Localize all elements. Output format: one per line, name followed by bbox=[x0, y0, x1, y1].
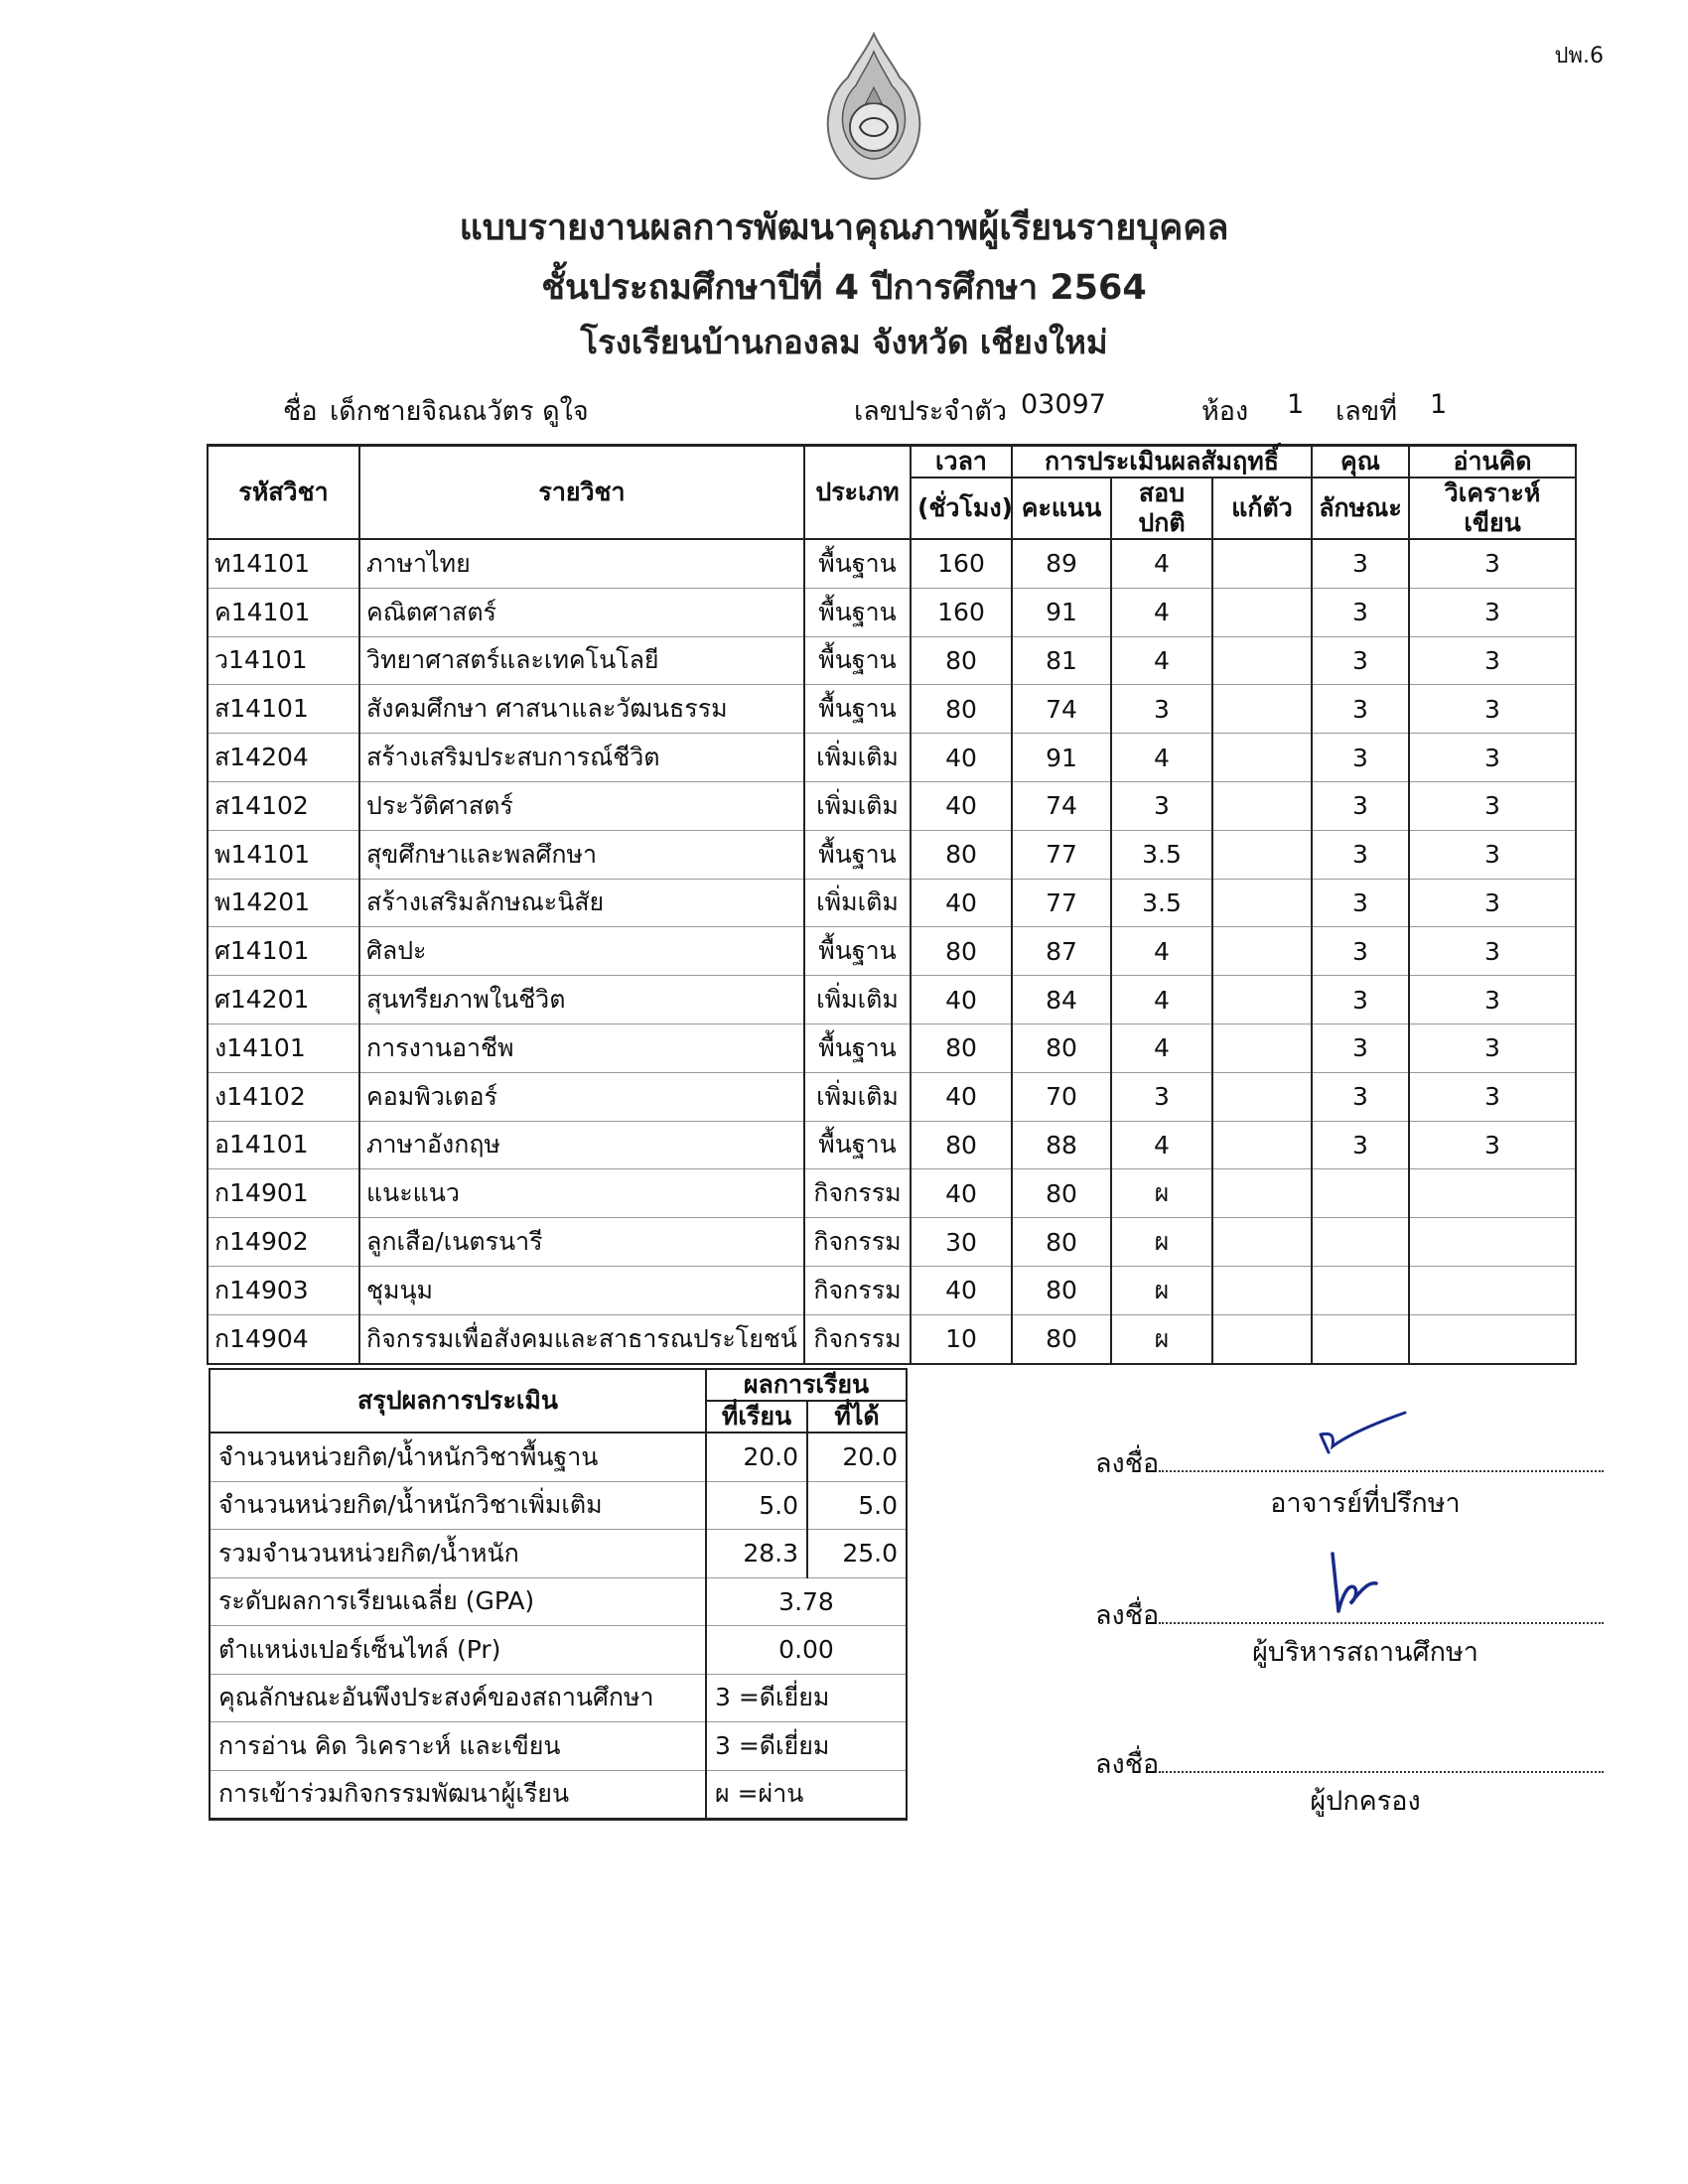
room-value: 1 bbox=[1287, 389, 1305, 420]
remedial-cell bbox=[1212, 1169, 1312, 1218]
subject-code-cell: ก14903 bbox=[208, 1266, 359, 1314]
characteristic-cell: 3 bbox=[1312, 588, 1409, 636]
hours-cell: 30 bbox=[911, 1218, 1012, 1267]
subject-name-cell: ภาษาไทย bbox=[359, 539, 804, 588]
grade-cell: 4 bbox=[1111, 1121, 1212, 1169]
summary-earned: 20.0 bbox=[807, 1433, 907, 1481]
grade-cell: 3.5 bbox=[1111, 830, 1212, 879]
subject-name-cell: การงานอาชีพ bbox=[359, 1024, 804, 1072]
reading-cell: 3 bbox=[1409, 685, 1576, 734]
score-cell: 80 bbox=[1012, 1024, 1111, 1072]
hours-cell: 80 bbox=[911, 1024, 1012, 1072]
subject-type-cell: เพิ่มเติม bbox=[804, 976, 911, 1024]
student-id-label: เลขประจำตัว bbox=[854, 396, 1008, 427]
header-hours-unit: (ชั่วโมง) bbox=[911, 478, 1012, 539]
reading-cell: 3 bbox=[1409, 927, 1576, 976]
hours-cell: 160 bbox=[911, 539, 1012, 588]
summary-result-header: ผลการเรียน bbox=[706, 1369, 907, 1401]
header-reading: อ่านคิด bbox=[1409, 446, 1576, 478]
subject-name-cell: สร้างเสริมลักษณะนิสัย bbox=[359, 879, 804, 927]
grade-cell: 3 bbox=[1111, 781, 1212, 830]
remedial-cell bbox=[1212, 734, 1312, 782]
summary-taken: 20.0 bbox=[706, 1433, 807, 1481]
hours-cell: 40 bbox=[911, 1072, 1012, 1121]
score-cell: 84 bbox=[1012, 976, 1111, 1024]
pr-value: 0.00 bbox=[706, 1626, 907, 1675]
header-regular: สอบปกติ bbox=[1111, 478, 1212, 539]
hours-cell: 40 bbox=[911, 976, 1012, 1024]
subject-code-cell: ศ14101 bbox=[208, 927, 359, 976]
subject-code-cell: ว14101 bbox=[208, 636, 359, 685]
subject-code-cell: ส14204 bbox=[208, 734, 359, 782]
subject-type-cell: พื้นฐาน bbox=[804, 927, 911, 976]
summary-row bbox=[210, 1433, 907, 1481]
score-cell: 91 bbox=[1012, 588, 1111, 636]
hours-cell: 40 bbox=[911, 1266, 1012, 1314]
document-title: แบบรายงานผลการพัฒนาคุณภาพผู้เรียนรายบุคคล bbox=[459, 207, 1229, 248]
remedial-cell bbox=[1212, 1072, 1312, 1121]
grade-cell: 3 bbox=[1111, 1072, 1212, 1121]
header-reading-2: วิเคราะห์เขียน bbox=[1409, 478, 1576, 539]
subject-code-cell: ศ14201 bbox=[208, 976, 359, 1024]
summary-row bbox=[210, 1481, 907, 1530]
reading-value: 3 =ดีเยี่ยม bbox=[706, 1722, 907, 1771]
grade-cell: 4 bbox=[1111, 636, 1212, 685]
subject-name-cell: วิทยาศาสตร์และเทคโนโลยี bbox=[359, 636, 804, 685]
characteristic-cell: 3 bbox=[1312, 879, 1409, 927]
score-cell: 88 bbox=[1012, 1121, 1111, 1169]
student-name-label: ชื่อ bbox=[283, 396, 318, 427]
summary-label: จำนวนหน่วยกิต/น้ำหนักวิชาพื้นฐาน bbox=[210, 1433, 706, 1481]
subject-name-cell: ศิลปะ bbox=[359, 927, 804, 976]
grade-year-heading: ชั้นประถมศึกษาปีที่ 4 ปีการศึกษา 2564 bbox=[541, 268, 1147, 308]
subject-name-cell: สุนทรียภาพในชีวิต bbox=[359, 976, 804, 1024]
subject-type-cell: เพิ่มเติม bbox=[804, 879, 911, 927]
characteristic-cell: 3 bbox=[1312, 1121, 1409, 1169]
score-cell: 89 bbox=[1012, 539, 1111, 588]
subject-type-cell: พื้นฐาน bbox=[804, 685, 911, 734]
gpa-value: 3.78 bbox=[706, 1577, 907, 1626]
sign-label: ลงชื่อ bbox=[1095, 1749, 1160, 1780]
subject-name-cell: สร้างเสริมประสบการณ์ชีวิต bbox=[359, 734, 804, 782]
parent-role: ผู้ปกครอง bbox=[1310, 1786, 1421, 1817]
reading-cell: 3 bbox=[1409, 976, 1576, 1024]
summary-earned: 25.0 bbox=[807, 1530, 907, 1578]
characteristic-cell: 3 bbox=[1312, 1072, 1409, 1121]
table-row bbox=[208, 1121, 1576, 1169]
summary-earned-header: ที่ได้ bbox=[807, 1401, 907, 1433]
school-heading: โรงเรียนบ้านกองลม จังหวัด เชียงใหม่ bbox=[580, 323, 1108, 361]
advisor-role: อาจารย์ที่ปรึกษา bbox=[1270, 1488, 1461, 1519]
remedial-cell bbox=[1212, 976, 1312, 1024]
characteristic-cell: 3 bbox=[1312, 976, 1409, 1024]
header-characteristic: คุณ bbox=[1312, 446, 1409, 478]
score-cell: 81 bbox=[1012, 636, 1111, 685]
table-row bbox=[208, 830, 1576, 879]
header-subject: รายวิชา bbox=[359, 446, 804, 540]
characteristic-cell bbox=[1312, 1266, 1409, 1314]
remedial-cell bbox=[1212, 1024, 1312, 1072]
summary-table bbox=[209, 1368, 908, 1821]
table-row bbox=[208, 588, 1576, 636]
summary-taken-header: ที่เรียน bbox=[706, 1401, 807, 1433]
number-value: 1 bbox=[1430, 389, 1448, 420]
grade-cell: 4 bbox=[1111, 734, 1212, 782]
remedial-cell bbox=[1212, 781, 1312, 830]
grade-cell: 3 bbox=[1111, 685, 1212, 734]
hours-cell: 40 bbox=[911, 781, 1012, 830]
header-type: ประเภท bbox=[804, 446, 911, 540]
reading-cell: 3 bbox=[1409, 636, 1576, 685]
score-cell: 91 bbox=[1012, 734, 1111, 782]
summary-taken: 28.3 bbox=[706, 1530, 807, 1578]
subject-code-cell: พ14101 bbox=[208, 830, 359, 879]
reading-cell: 3 bbox=[1409, 1024, 1576, 1072]
subject-code-cell: อ14101 bbox=[208, 1121, 359, 1169]
remedial-cell bbox=[1212, 1266, 1312, 1314]
subject-type-cell: กิจกรรม bbox=[804, 1266, 911, 1314]
director-role: ผู้บริหารสถานศึกษา bbox=[1252, 1637, 1478, 1668]
score-cell: 70 bbox=[1012, 1072, 1111, 1121]
summary-row bbox=[210, 1530, 907, 1578]
table-row bbox=[208, 1024, 1576, 1072]
score-cell: 80 bbox=[1012, 1266, 1111, 1314]
table-row bbox=[208, 734, 1576, 782]
characteristic-cell: 3 bbox=[1312, 1024, 1409, 1072]
hours-cell: 40 bbox=[911, 734, 1012, 782]
characteristic-row bbox=[210, 1674, 907, 1722]
table-row bbox=[208, 1266, 1576, 1314]
header-characteristic-2: ลักษณะ bbox=[1312, 478, 1409, 539]
reading-cell: 3 bbox=[1409, 879, 1576, 927]
reading-cell: 3 bbox=[1409, 781, 1576, 830]
reading-cell: 3 bbox=[1409, 830, 1576, 879]
table-row bbox=[208, 1218, 1576, 1267]
hours-cell: 80 bbox=[911, 685, 1012, 734]
subject-type-cell: พื้นฐาน bbox=[804, 1024, 911, 1072]
subject-type-cell: เพิ่มเติม bbox=[804, 781, 911, 830]
reading-cell bbox=[1409, 1169, 1576, 1218]
number-label: เลขที่ bbox=[1336, 396, 1398, 427]
table-row bbox=[208, 927, 1576, 976]
subject-type-cell: เพิ่มเติม bbox=[804, 734, 911, 782]
activity-value: ผ =ผ่าน bbox=[706, 1770, 907, 1820]
advisor-signature-mark bbox=[1301, 1395, 1420, 1464]
subject-type-cell: พื้นฐาน bbox=[804, 636, 911, 685]
summary-earned: 5.0 bbox=[807, 1481, 907, 1530]
header-remedial: แก้ตัว bbox=[1212, 478, 1312, 539]
subject-name-cell: กิจกรรมเพื่อสังคมและสาธารณประโยชน์ bbox=[359, 1314, 804, 1363]
table-row bbox=[208, 879, 1576, 927]
score-cell: 74 bbox=[1012, 685, 1111, 734]
gpa-row bbox=[210, 1577, 907, 1626]
characteristic-cell: 3 bbox=[1312, 685, 1409, 734]
hours-cell: 40 bbox=[911, 879, 1012, 927]
grade-cell: 4 bbox=[1111, 1024, 1212, 1072]
score-cell: 80 bbox=[1012, 1218, 1111, 1267]
remedial-cell bbox=[1212, 1314, 1312, 1363]
subject-type-cell: กิจกรรม bbox=[804, 1169, 911, 1218]
grade-cell: 4 bbox=[1111, 976, 1212, 1024]
score-cell: 77 bbox=[1012, 830, 1111, 879]
subject-code-cell: ท14101 bbox=[208, 539, 359, 588]
subject-type-cell: พื้นฐาน bbox=[804, 588, 911, 636]
hours-cell: 80 bbox=[911, 927, 1012, 976]
remedial-cell bbox=[1212, 588, 1312, 636]
hours-cell: 10 bbox=[911, 1314, 1012, 1363]
table-row bbox=[208, 1169, 1576, 1218]
remedial-cell bbox=[1212, 636, 1312, 685]
subject-code-cell: ก14901 bbox=[208, 1169, 359, 1218]
subject-name-cell: คณิตศาสตร์ bbox=[359, 588, 804, 636]
subject-type-cell: พื้นฐาน bbox=[804, 1121, 911, 1169]
hours-cell: 80 bbox=[911, 830, 1012, 879]
subject-code-cell: ส14102 bbox=[208, 781, 359, 830]
header-hours: เวลา bbox=[911, 446, 1012, 478]
subject-code-cell: ก14902 bbox=[208, 1218, 359, 1267]
subject-type-cell: พื้นฐาน bbox=[804, 539, 911, 588]
room-label: ห้อง bbox=[1201, 396, 1249, 427]
grade-cell: 4 bbox=[1111, 927, 1212, 976]
characteristic-cell: 3 bbox=[1312, 830, 1409, 879]
grade-cell: 4 bbox=[1111, 588, 1212, 636]
characteristic-cell: 3 bbox=[1312, 539, 1409, 588]
score-cell: 80 bbox=[1012, 1169, 1111, 1218]
subject-code-cell: พ14201 bbox=[208, 879, 359, 927]
sign-label: ลงชื่อ bbox=[1095, 1448, 1160, 1479]
gpa-label: ระดับผลการเรียนเฉลี่ย (GPA) bbox=[210, 1577, 706, 1626]
reading-cell: 3 bbox=[1409, 734, 1576, 782]
subject-name-cell: ภาษาอังกฤษ bbox=[359, 1121, 804, 1169]
subject-type-cell: เพิ่มเติม bbox=[804, 1072, 911, 1121]
score-cell: 80 bbox=[1012, 1314, 1111, 1363]
subject-name-cell: ลูกเสือ/เนตรนารี bbox=[359, 1218, 804, 1267]
reading-cell bbox=[1409, 1266, 1576, 1314]
summary-label: จำนวนหน่วยกิต/น้ำหนักวิชาเพิ่มเติม bbox=[210, 1481, 706, 1530]
characteristic-cell: 3 bbox=[1312, 636, 1409, 685]
hours-cell: 40 bbox=[911, 1169, 1012, 1218]
hours-cell: 80 bbox=[911, 636, 1012, 685]
score-cell: 77 bbox=[1012, 879, 1111, 927]
characteristic-cell bbox=[1312, 1169, 1409, 1218]
subject-code-cell: ง14102 bbox=[208, 1072, 359, 1121]
sign-label: ลงชื่อ bbox=[1095, 1600, 1160, 1631]
grade-cell: ผ bbox=[1111, 1218, 1212, 1267]
table-row bbox=[208, 685, 1576, 734]
remedial-cell bbox=[1212, 1218, 1312, 1267]
student-id: 03097 bbox=[1021, 389, 1106, 420]
reading-cell: 3 bbox=[1409, 588, 1576, 636]
header-assessment: การประเมินผลสัมฤทธิ์ bbox=[1012, 446, 1312, 478]
table-row bbox=[208, 539, 1576, 588]
activity-label: การเข้าร่วมกิจกรรมพัฒนาผู้เรียน bbox=[210, 1770, 706, 1820]
subject-name-cell: ประวัติศาสตร์ bbox=[359, 781, 804, 830]
score-cell: 74 bbox=[1012, 781, 1111, 830]
remedial-cell bbox=[1212, 879, 1312, 927]
subject-code-cell: ค14101 bbox=[208, 588, 359, 636]
subject-code-cell: ส14101 bbox=[208, 685, 359, 734]
form-code: ปพ.6 bbox=[1554, 44, 1604, 68]
remedial-cell bbox=[1212, 1121, 1312, 1169]
header-score: คะแนน bbox=[1012, 478, 1111, 539]
table-row bbox=[208, 636, 1576, 685]
remedial-cell bbox=[1212, 830, 1312, 879]
remedial-cell bbox=[1212, 685, 1312, 734]
subject-name-cell: คอมพิวเตอร์ bbox=[359, 1072, 804, 1121]
reading-row bbox=[210, 1722, 907, 1771]
subject-name-cell: ชุมนุม bbox=[359, 1266, 804, 1314]
subject-code-cell: ก14904 bbox=[208, 1314, 359, 1363]
table-row bbox=[208, 1314, 1576, 1363]
subject-name-cell: สังคมศึกษา ศาสนาและวัฒนธรรม bbox=[359, 685, 804, 734]
subject-type-cell: กิจกรรม bbox=[804, 1218, 911, 1267]
score-cell: 87 bbox=[1012, 927, 1111, 976]
hours-cell: 160 bbox=[911, 588, 1012, 636]
pr-label: ตำแหน่งเปอร์เซ็นไทล์ (Pr) bbox=[210, 1626, 706, 1675]
grade-cell: 3.5 bbox=[1111, 879, 1212, 927]
school-emblem-icon bbox=[822, 32, 925, 181]
summary-label: รวมจำนวนหน่วยกิต/น้ำหนัก bbox=[210, 1530, 706, 1578]
table-row bbox=[208, 781, 1576, 830]
subject-type-cell: กิจกรรม bbox=[804, 1314, 911, 1363]
grade-cell: ผ bbox=[1111, 1314, 1212, 1363]
reading-cell: 3 bbox=[1409, 1121, 1576, 1169]
reading-cell: 3 bbox=[1409, 1072, 1576, 1121]
table-row bbox=[208, 1072, 1576, 1121]
table-row bbox=[208, 976, 1576, 1024]
reading-cell bbox=[1409, 1218, 1576, 1267]
remedial-cell bbox=[1212, 927, 1312, 976]
dotted-line bbox=[1159, 1749, 1604, 1773]
grade-cell: ผ bbox=[1111, 1266, 1212, 1314]
characteristic-value: 3 =ดีเยี่ยม bbox=[706, 1674, 907, 1722]
characteristic-cell: 3 bbox=[1312, 781, 1409, 830]
subject-code-cell: ง14101 bbox=[208, 1024, 359, 1072]
summary-title: สรุปผลการประเมิน bbox=[210, 1369, 706, 1433]
grade-cell: 4 bbox=[1111, 539, 1212, 588]
reading-cell: 3 bbox=[1409, 539, 1576, 588]
hours-cell: 80 bbox=[911, 1121, 1012, 1169]
remedial-cell bbox=[1212, 539, 1312, 588]
subject-type-cell: พื้นฐาน bbox=[804, 830, 911, 879]
activity-row bbox=[210, 1770, 907, 1820]
subject-name-cell: แนะแนว bbox=[359, 1169, 804, 1218]
characteristic-cell bbox=[1312, 1314, 1409, 1363]
reading-cell bbox=[1409, 1314, 1576, 1363]
grade-cell: ผ bbox=[1111, 1169, 1212, 1218]
summary-taken: 5.0 bbox=[706, 1481, 807, 1530]
characteristic-label: คุณลักษณะอันพึงประสงค์ของสถานศึกษา bbox=[210, 1674, 706, 1722]
characteristic-cell bbox=[1312, 1218, 1409, 1267]
reading-label: การอ่าน คิด วิเคราะห์ และเขียน bbox=[210, 1722, 706, 1771]
grades-table bbox=[207, 444, 1577, 1365]
header-code: รหัสวิชา bbox=[208, 446, 359, 540]
student-name: เด็กชายจิณณวัตร ดูใจ bbox=[330, 396, 589, 427]
characteristic-cell: 3 bbox=[1312, 927, 1409, 976]
pr-row bbox=[210, 1626, 907, 1675]
subject-name-cell: สุขศึกษาและพลศึกษา bbox=[359, 830, 804, 879]
director-signature-mark bbox=[1321, 1544, 1400, 1618]
characteristic-cell: 3 bbox=[1312, 734, 1409, 782]
